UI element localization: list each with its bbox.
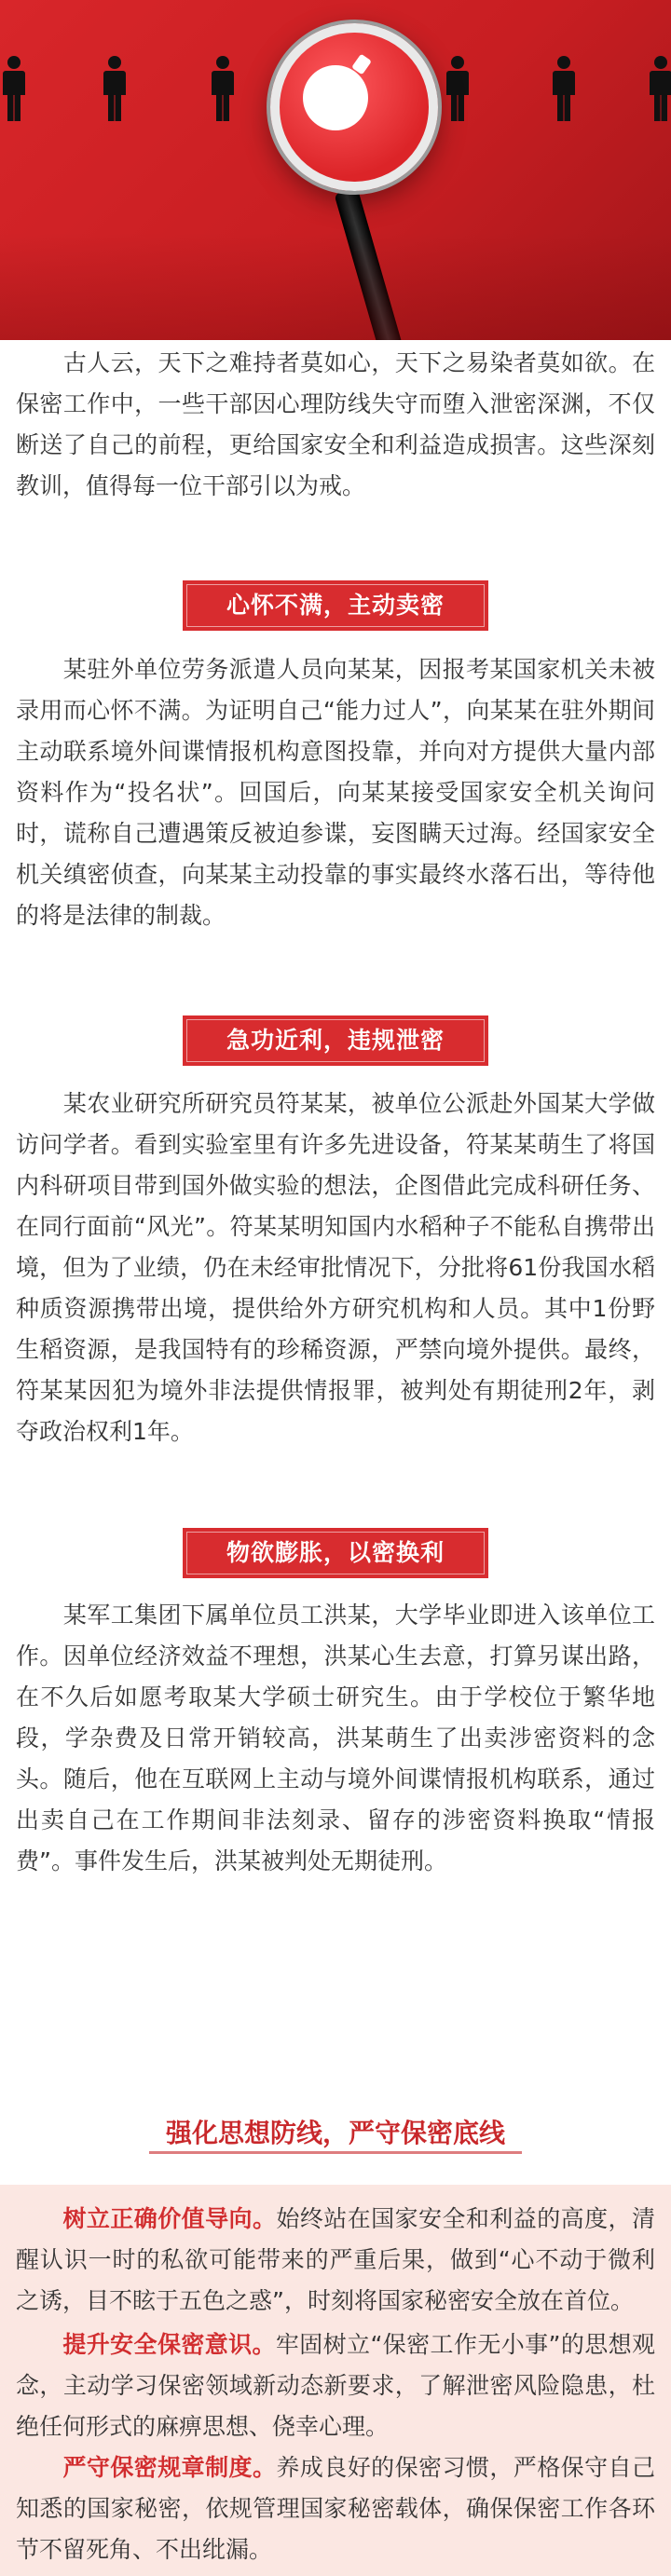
section-body: 某农业研究所研究员符某某，被单位公派赴外国某大学做访问学者。看到实验室里有许多先进设备，符某某萌生了将国内科研项目带到国外做实验的想法，企图借此完成科研任务、在同行面前“风光”。符某某明知国内水稻种子不能私自携带出境，但为了业绩，仍在未经审批情况下，分批将61份我国水稻种质资源携带出境，提供给外方研究机构和人员。其中1份野生稻资源，是我国特有的珍稀资源，严禁向境外提供。最终，符某某因犯为境外非法提供情报罪，被判处有期徒刑2年，剥夺政治权利1年。 [16,1090,655,1445]
closing-title: 强化思想防线，严守保密底线 [112,2111,559,2156]
section-heading: 物欲膨胀，以密换利 [183,1528,488,1578]
section-body: 某军工集团下属单位员工洪某，大学毕业即进入该单位工作。因单位经济效益不理想，洪某心生去意，打算另谋出路，在不久后如愿考取某大学硕士研究生。由于学校位于繁华地段，学杂费及日常开销较高，洪某萌生了出卖涉密资料的念头。随后，他在互联网上主动与境外间谍情报机构联系，通过出卖自己在工作期间非法刻录、留存的涉密资料换取“情报费”。事件发生后，洪某被判处无期徒刑。 [16,1601,655,1874]
person-figure-icon [550,56,578,121]
recommendation-lead: 树立正确价值导向。 [62,2205,277,2232]
person-figure-icon [101,56,129,121]
hero-image [0,0,671,340]
recommendation-item: 树立正确价值导向。始终站在国家安全和利益的高度，清醒认识一时的私欲可能带来的严重后果，做到“心不动于微利之诱，目不眩于五色之惑”，时刻将国家秘密安全放在首位。 [16,2205,655,2314]
recommendation-item: 严守保密规章制度。养成良好的保密习惯，严格保守自己知悉的国家秘密，依规管理国家秘密载体，确保保密工作各环节不留死角、不出纰漏。 [16,2454,655,2563]
intro-paragraph: 古人云，天下之难持者莫如心，天下之易染者莫如欲。在保密工作中，一些干部因心理防线失守而堕入泄密深渊，不仅断送了自己的前程，更给国家安全和利益造成损害。这些深刻教训，值得每一位干部引以为戒。 [16,349,655,499]
recommendation-item: 提升安全保密意识。牢固树立“保密工作无小事”的思想观念，主动学习保密领域新动态新要求，了解泄密风险隐患，杜绝任何形式的麻痹思想、侥幸心理。 [16,2331,655,2440]
person-figure-icon [444,56,472,121]
recommendation-lead: 严守保密规章制度。 [62,2454,277,2481]
section-heading: 心怀不满，主动卖密 [183,580,488,631]
person-figure-icon [209,56,237,121]
recommendations-box [0,2185,671,2576]
person-figure-icon [647,56,671,121]
section-heading: 急功近利，违规泄密 [183,1015,488,1066]
bomb-icon [303,65,368,130]
recommendation-lead: 提升安全保密意识。 [62,2331,276,2358]
section-body: 某驻外单位劳务派遣人员向某某，因报考某国家机关未被录用而心怀不满。为证明自己“能力过人”，向某某在驻外期间主动联系境外间谍情报机构意图投靠，并向对方提供大量内部资料作为“投名状”。回国后，向某某接受国家安全机关询问时，谎称自己遭遇策反被迫参谍，妄图瞒天过海。经国家安全机关缜密侦查，向某某主动投靠的事实最终水落石出，等待他的将是法律的制裁。 [16,656,655,929]
person-figure-icon [0,56,28,121]
